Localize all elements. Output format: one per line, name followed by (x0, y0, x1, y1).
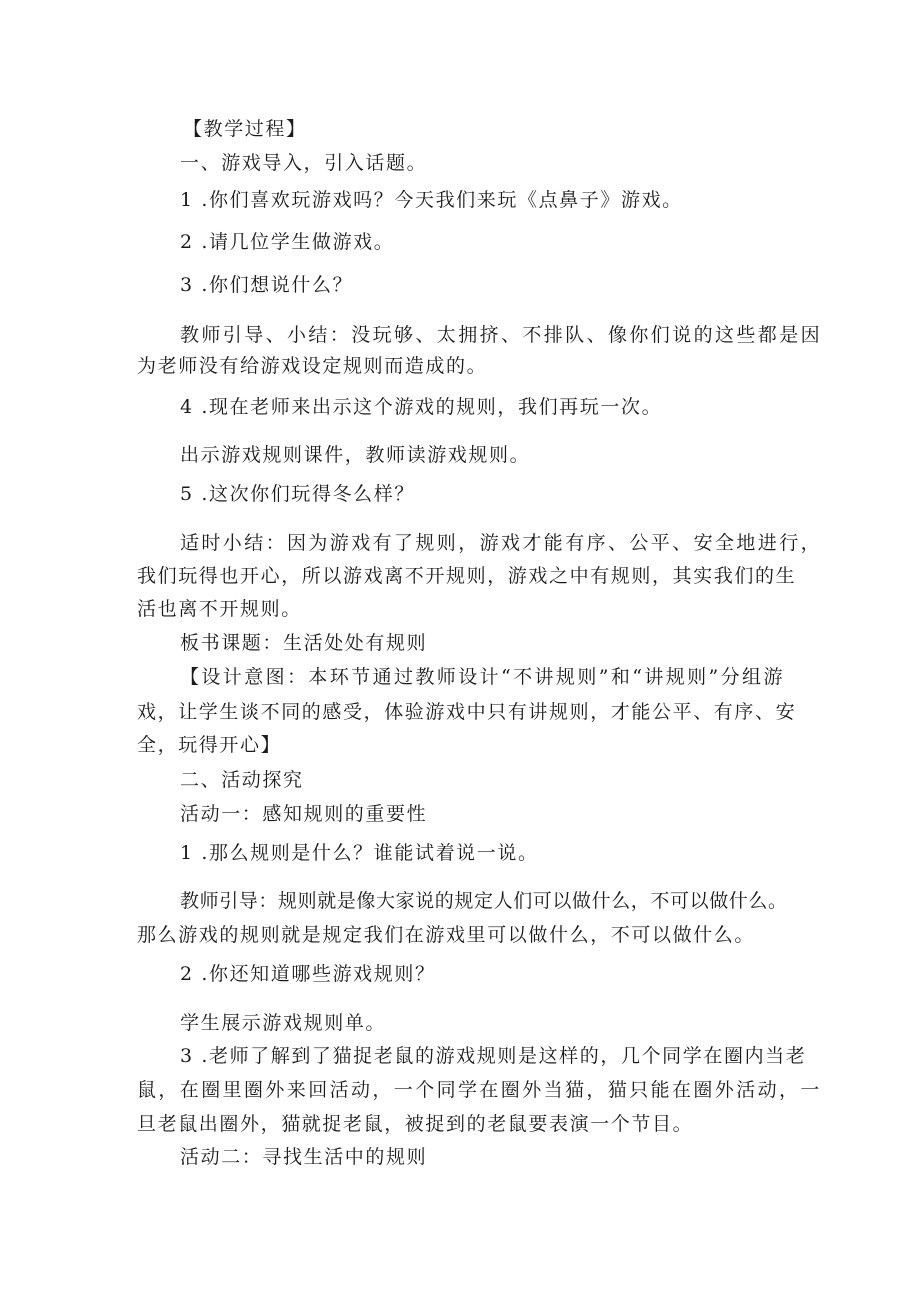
paragraph-item-1: 1 .你们喜欢玩游戏吗？今天我们来玩《点鼻子》游戏。 (180, 189, 683, 211)
paragraph-timely-summary-line-2: 我们玩得也开心，所以游戏离不开规则，游戏之中有规则，其实我们的生 (137, 565, 797, 587)
paragraph-design-intent-line-1: 【设计意图：本环节通过教师设计“不讲规则”和“讲规则”分组游 (180, 666, 785, 688)
paragraph-item-2: 2 .请几位学生做游戏。 (180, 231, 395, 253)
paragraph-timely-summary-line-1: 适时小结：因为游戏有了规则，游戏才能有序、公平、安全地进行， (180, 532, 823, 554)
paragraph-design-intent-line-2: 戏，让学生谈不同的感受，体验游戏中只有讲规则，才能公平、有序、安 (137, 701, 797, 723)
paragraph-activity-one-item-3-line-3: 旦老鼠出圈外，猫就捉老鼠，被捉到的老鼠要表演一个节目。 (137, 1113, 694, 1135)
heading-part-two: 二、活动探究 (180, 769, 304, 791)
paragraph-item-4: 4 .现在老师来出示这个游戏的规则，我们再玩一次。 (180, 396, 663, 418)
paragraph-activity-one-item-1: 1 .那么规则是什么？谁能试着说一说。 (180, 842, 539, 864)
paragraph-item-3: 3 .你们想说什么？ (180, 274, 354, 296)
paragraph-board-title: 板书课题：生活处处有规则 (180, 632, 428, 654)
paragraph-timely-summary-line-3: 活也离不开规则。 (137, 598, 302, 620)
paragraph-teacher-guide-line-1: 教师引导：规则就是像大家说的规定人们可以做什么，不可以做什么。 (180, 890, 788, 912)
paragraph-design-intent-line-3: 全，玩得开心】 (137, 734, 282, 756)
heading-activity-one: 活动一：感知规则的重要性 (180, 803, 428, 825)
paragraph-teacher-summary-line-1: 教师引导、小结：没玩够、太拥挤、不排队、像你们说的这些都是因 (180, 324, 823, 346)
paragraph-show-rules: 出示游戏规则课件，教师读游戏规则。 (180, 444, 531, 466)
paragraph-teacher-summary-line-2: 为老师没有给游戏设定规则而造成的。 (137, 355, 488, 377)
paragraph-students-show-rules: 学生展示游戏规则单。 (180, 1012, 387, 1034)
paragraph-item-5: 5 .这次你们玩得冬么样？ (180, 483, 415, 505)
paragraph-activity-one-item-3-line-2: 鼠，在圈里圈外来回活动，一个同学在圈外当猫，猫只能在圈外活动，一 (137, 1079, 822, 1101)
heading-activity-two: 活动二：寻找生活中的规则 (180, 1146, 428, 1168)
paragraph-activity-one-item-3-line-1: 3 .老师了解到了猫捉老鼠的游戏规则是这样的，几个同学在圈内当老 (180, 1045, 807, 1067)
paragraph-activity-one-item-2: 2 .你还知道哪些游戏规则？ (180, 963, 436, 985)
paragraph-teacher-guide-line-2: 那么游戏的规则就是规定我们在游戏里可以做什么，不可以做什么。 (137, 924, 756, 946)
section-heading-teaching-process: 【教学过程】 (183, 118, 307, 140)
heading-part-one: 一、游戏导入，引入话题。 (180, 152, 428, 174)
